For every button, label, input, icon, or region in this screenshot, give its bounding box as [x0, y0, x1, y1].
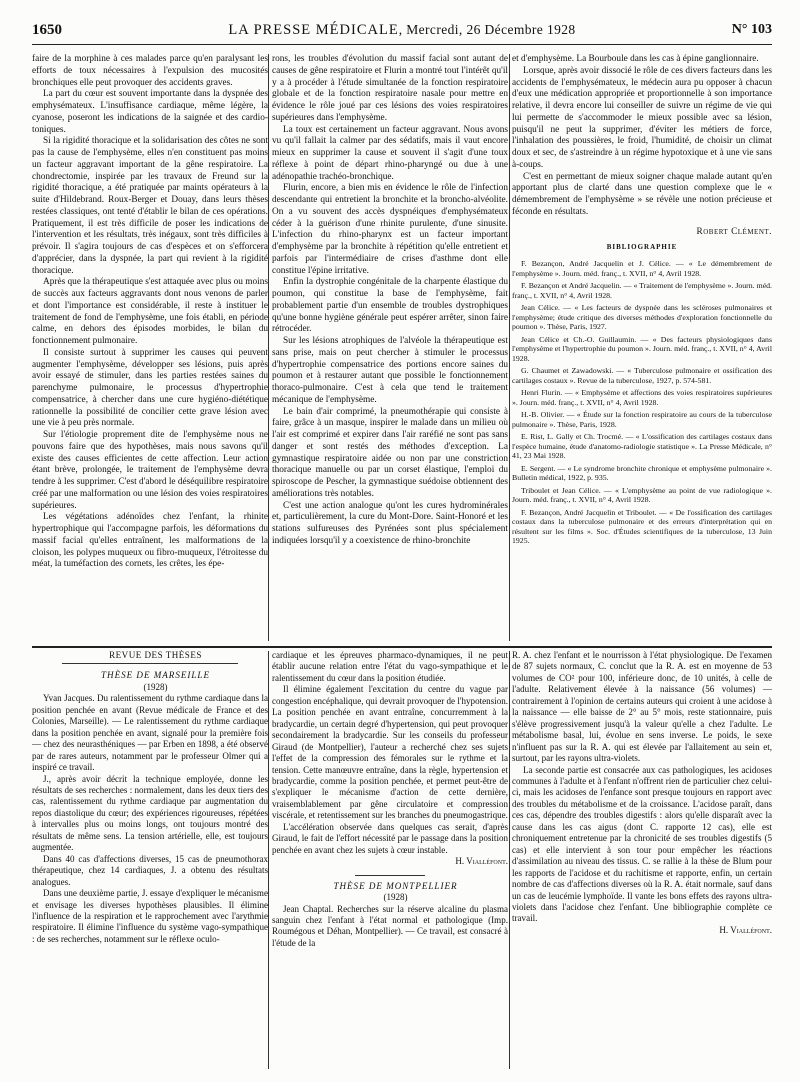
article-column-3 [512, 54, 772, 641]
section-title: REVUE DES THÈSES [109, 650, 202, 660]
paragraph: Sur les lésions atrophiques de l'alvéole la thérapeutique est sans prise, mais on peut chercher à stimuler le processus d'hypertrophie compensatrice des portions encore saines du poumon et à restaurer autant que possible le fonctionnement thoraco-pulmonaire. C'est à cela que tend le traitement mécanique de l'emphysème. [272, 336, 508, 405]
bibliography-entry: Henri Flurin. — « Emphysème et affections des voies respiratoires supérieures ». Journ. méd. franç., t. XVII, n° 4, Avril 1928. [512, 388, 772, 407]
bibliography-entry: F. Bezançon, André Jacquelin et Triboulet. — « De l'ossification des cartilages costaux dans la tuberculose pulmonaire et des erreurs d'interprétation qui en résultent sur les films ». Soc. d'Études scientifiques de la tuberculose, 13 Juin 1925. [512, 507, 772, 545]
paragraph: La seconde partie est consacrée aux cas pathologiques, les acidoses communes à l'adulte et à l'enfant n'offrent rien de particulier chez celui-ci, mais les acidoses de l'enfance sont presque toujours en rapport avec des troubles du métabolisme et de la croissance. L'acidose paraît, dans ces cas, dépendre des troubles digestifs : alors qu'elle disparaît avec la cause dans les cas aigus (dont C. rapporte 12 cas), elle est chroniquement entretenue par la chronicité de ses troubles digestifs (5 cas) et elle intervient à son tour pour empêcher les réactions d'assimilation au niveau des tissus. C. se rallie à la thèse de Blum pour les rapports de l'acidose et du rachitisme et rapporte, enfin, un certain nombre de cas d'affections diverses où la R. A. était normale, sauf dans un cas de leucémie lymphoïde. Il vante les bons effets des rayons ultra-violets dans l'acidose chez l'enfant. Une bibliographie complète ce travail. [512, 764, 772, 924]
paragraph: Après que la thérapeutique s'est attaquée avec plus ou moins de succès aux facteurs aggravants dont nous venons de parler et dont l'importance est considérable, il reste à instituer le traitement de fond de l'emphysème, une fois établi, en période calme, en dehors des épisodes morbides, le bilan du fonctionnement pulmonaire. [32, 277, 268, 346]
reviewer-signature: H. Vialléfont. [719, 924, 772, 935]
bibliography-entry: Jean Célice. — « Les facteurs de dyspnée dans les scléroses pulmonaires et l'emphysème; étude critique des diverses méthodes d'exploration fonctionnelle du poumon ». Thèse, Paris, 1927. [512, 303, 772, 331]
paragraph: rons, les troubles d'évolution du massif facial sont autant de causes de gêne respiratoire et Flurin a montré tout l'intérêt qu'il y a à procéder à l'étude simultanée de la fonction respiratoire globale et de la fonction respiratoire nasale pour mettre en évidence le rôle joué par ces lésions des voies respiratoires supérieures dans l'emphysème. [272, 54, 508, 123]
bibliography-entry: Jean Célice et Ch.-O. Guillaumin. — « Des facteurs physiologiques dans l'emphysème et l'hypertrophie du poumon ». Journ. méd. franç., t. XVII, n° 4, Avril 1928. [512, 334, 772, 363]
theses-column-3 [512, 650, 772, 1070]
paragraph: Flurin, encore, a bien mis en évidence le rôle de l'infection descendante qui entretient la bronchite et la broncho-alvéolite. On a vu souvent des accès dyspnéiques d'emphysémateux céder à la guérison d'une rhinite purulente, d'une sinusite. L'infection du rhino-pharynx est un facteur important d'emphysème par la bronchite à répétition qu'elle entretient et parfois par l'intermédiaire de crises d'asthme dont elle constitue l'épine irritative. [272, 183, 508, 276]
paragraph: La toux est certainement un facteur aggravant. Nous avons vu qu'il fallait la calmer par des sédatifs, mais il vaut encore mieux en supprimer la cause et souvent il s'agit d'une toux réflexe à point de départ rhino-pharyngé ou due à une adénopathie trachéo-bronchique. [272, 124, 508, 182]
paragraph: Il consiste surtout à supprimer les causes qui peuvent augmenter l'emphysème, développer ses lésions, puis après avoir essayé de stimuler, dans les parties restées saines du parenchyme pulmonaire, le processus d'hypertrophie compensatrice, à chercher dans une cure hygiéno-diététique rationnelle la possibilité de concilier cette grave lésion avec une vie à peu près normale. [32, 347, 268, 429]
paragraph: Dans une deuxième partie, J. essaye d'expliquer le mécanisme et envisage les diverses hypothèses plausibles. Il élimine l'influence de la respiration et le rapprochement avec l'arythmie respiratoire. Il élimine l'influence du système vago-sympathique : de ses recherches, notamment sur le réflexe oculo- [32, 888, 268, 944]
article-column-2 [272, 54, 508, 641]
section-rule [32, 646, 772, 648]
thesis-city-heading: THÈSE DE MARSEILLE [101, 670, 210, 681]
column-divider [268, 54, 269, 641]
page-header [32, 22, 772, 46]
paragraph: Le bain d'air comprimé, la pneumothérapie qui consiste à faire, grâce à un masque, inspirer le malade dans un milieu où l'air est comprimé et expirer dans l'air raréfié ne sont pas sans danger et sont restés des méthodes d'exception. La gymnastique respiratoire aidée ou non par une constriction thoracique manuelle ou par un corset élastique, l'emploi du spiroscope de Pescher, la gymnastique suédoise obtiennent des améliorations très notables. [272, 406, 508, 499]
author-signature: Robert Clément. [696, 226, 772, 237]
paragraph: La part du cœur est souvent importante dans la dyspnée des emphysémateux. L'insuffisance cardiaque, même légère, la cyanose, poseront les indications de la saignée et des cardio-toniques. [32, 89, 268, 135]
paragraph: cardiaque et les épreuves pharmaco-dynamiques, il ne peut établir aucune relation entre l'état du vago-sympathique et le ralentissement du cœur dans la position étudiée. [272, 650, 508, 683]
paragraph: Dans 40 cas d'affections diverses, 15 cas de pneumothorax thérapeutique, chez 14 cardiaques, J. a obtenu des résultats analogues. [32, 853, 268, 887]
paragraph: R. A. chez l'enfant et le nourrisson à l'état physiologique. De l'examen de 87 sujets normaux, C. conclut que la R. A. est en moyenne de 53 volumes de CO² pour 100, inférieure donc, de 10 unités, à celle de l'adulte. Relativement élevée à la naissance (56 volumes) — contrairement à l'opinion de certains auteurs qui croient à une acidose à la naissance — elle baisse de 2° au 5° mois, reste stationnaire, puis s'élève progressivement jusqu'à la valeur qu'elle a chez l'adulte. Le métabolisme basal, lui, évolue en sens inverse. Le poids, le sexe n'influent pas sur la R. A. qui est élevée par l'allaitement au sein et, surtout, par les rayons ultra-violets. [512, 650, 772, 764]
bibliography-entry: E. Sergent. — « Le syndrome bronchite chronique et emphysème pulmonaire ». Bulletin médical, 1922, p. 935. [512, 463, 772, 482]
paragraph: Enfin la dystrophie congénitale de la charpente élastique du poumon, qui constitue la base de l'emphysème, fait probablement partie d'un ensemble de troubles dystrophiques qu'une bonne hygiène générale peut espérer arrêter, sinon faire rétrocéder. [272, 277, 508, 335]
paragraph: J., après avoir décrit la technique employée, donne les résultats de ses recherches : normalement, dans les deux tiers des cas, ralentissement du rythme cardiaque par augmentation du repos diastolique du cœur; des expériences rigoureuses, répétées à intervalles plus ou moins longs, ont toujours montré des résultats de même sens. La tension artérielle, elle, est toujours augmentée. [32, 773, 268, 853]
article-column-1 [32, 54, 268, 641]
paragraph: Il élimine également l'excitation du centre du vague par congestion encéphalique, qui devrait provoquer de l'hypotension. La position penchée en avant entraîne, concurremment à la bradycardie, un certain degré d'hypertension, qui peut provoquer secondairement la bradycardie. Sur les conseils du professeur Giraud (de Montpellier), l'auteur a recherché chez ses sujets l'effet de la compression des fémorales sur le rythme et la tension. Cette manœuvre entraîne, dans la règle, hypertension et bradycardie, comme la position penchée, et permet peut-être de s'expliquer le mécanisme d'action de cette dernière, vraisemblablement par gêne circulatoire et compression viscérale, et retentissement sur les branches du pneumogastrique. [272, 684, 508, 821]
paragraph: C'est une action analogue qu'ont les cures hydrominérales et, particulièrement, la cure du Mont-Dore. Saint-Honoré et les stations sulfureuses des Pyrénées sont plus spécialement indiquées lorsqu'il y a coexistence de rhino-bronchite [272, 500, 508, 546]
issue-number: N° 103 [731, 22, 772, 37]
page-number: 1650 [32, 22, 62, 38]
column-divider [509, 54, 510, 641]
title-underline [62, 663, 238, 664]
paragraph: C'est en permettant de mieux soigner chaque malade autant qu'en apportant plus de clarté dans une question complexe que le « démembrement de l'emphysème » se révèle une notion précieuse et féconde en résultats. [512, 171, 772, 217]
running-title [32, 22, 772, 39]
theses-column-2 [272, 650, 508, 1070]
column-divider [509, 651, 510, 1069]
publication-name: LA PRESSE MÉDICALE [228, 22, 399, 38]
paragraph: Yvan Jacques. Du ralentissement du rythme cardiaque dans la position penchée en avant (Revue médicale de France et des Colonies, Marseille). — Le ralentissement du rythme cardiaque dans la position penchée en avant, signalé pour la première fois — chez des neurasthéniques — par Erben en 1898, a été observé par de rares auteurs, notamment par le professeur Olmer qui a inspiré ce travail. [32, 693, 268, 773]
thesis-year: (1928) [143, 681, 168, 692]
thesis-year: (1928) [383, 892, 408, 903]
reviewer-signature: H. Vialléfont. [455, 856, 508, 867]
column-divider [268, 651, 269, 1069]
paragraph: Jean Chaptal. Recherches sur la réserve alcaline du plasma sanguin chez l'enfant à l'état normal et pathologique (Imp. Roumégous et Déhan, Montpellier). — Ce travail, est consacré à l'étude de la [272, 903, 508, 948]
header-rule [32, 44, 772, 45]
paragraph: Si la rigidité thoracique et la solidarisation des côtes ne sont pas la cause de l'emphysème, elles n'en constituent pas moins un facteur aggravant important de la gêne respiratoire. La chondrectomie, inspirée par les travaux de Freund sur la rigidité thoracique, a été pratiquée par maints opérateurs à la suite d'Hildebrand. Roux-Berger et Douay, dans leurs thèses restées classiques, ont tenté d'établir le bilan de ces opérations. Pratiquement, il est très difficile de poser les indications de l'intervention et les résultats, très inégaux, sont très difficiles à prévoir. Il s'agira toujours de cas d'espèces et on s'efforcera d'apprécier, dans la dyspnée, la part qui revient à la rigidité thoracique. [32, 136, 268, 276]
paragraph: et d'emphysème. La Bourboule dans les cas à épine ganglionnaire. [512, 54, 759, 64]
thesis-city-heading: THÈSE DE MONTPELLIER [333, 880, 458, 891]
bibliography-entry: F. Bezançon, André Jacquelin et J. Célice. — « Le démembrement de l'emphysème ». Journ. méd. franç., t. XVII, n° 4, Avril 1928. [512, 259, 772, 278]
theses-column-1 [32, 650, 268, 1070]
paragraph: faire de la morphine à ces malades parce qu'en paralysant les efforts de toux nécessaires à l'expulsion des mucosités bronchiques elle peut provoquer des accidents graves. [32, 54, 268, 88]
bibliography-heading: BIBLIOGRAPHIE [606, 243, 678, 252]
issue-date: , Mercredi, 26 Décembre 1928 [398, 22, 576, 37]
separator-rule [355, 875, 425, 876]
bibliography-entry: E. Rist, L. Gally et Ch. Trocmé. — « L'ossification des cartilages costaux dans l'espèce humaine, étude d'anatomo-radiologie statistique ». La Presse Médicale, n° 41, 23 Mai 1928. [512, 432, 772, 460]
paragraph: L'accélération observée dans quelques cas serait, d'après Giraud, le fait de l'effort nécessité par le passage dans la position penchée en avant chez les sujets à cœur instable. [272, 821, 508, 855]
paragraph: Lorsque, après avoir dissocié le rôle de ces divers facteurs dans les accidents de l'emphysémateux, le médecin aura pu opposer à chacun d'eux une médication appropriée et proportionnelle à son importance relative, il devra encore lui conseiller de suivre un régime de vie qui lui permette de s'accommoder le mieux possible avec sa lésion, puisqu'il ne peut la supprimer, d'éviter les métiers de force, l'inhalation des poussières, le froid, l'humidité, de choisir un climat doux et sec, de s'astreindre à un régime hypotoxique et à une vie sans à-coups. [512, 65, 772, 170]
paragraph: Sur l'étiologie proprement dite de l'emphysème nous ne pouvons faire que des hypothèses, mais nous savons qu'il existe des causes efficientes de cette affection. Leur action étant brève, prolongée, le traitement de l'emphysème devra tendre à les supprimer. C'est d'abord le déséquilibre respiratoire créé par une malformation ou une lésion des voies respiratoires supérieures. [32, 430, 268, 511]
bibliography-entry: G. Chaumet et Zawadowski. — « Tuberculose pulmonaire et ossification des cartilages costaux ». Revue de la tuberculose, 1927, p. 574-581. [512, 366, 772, 385]
bibliography-entry: F. Bezançon et André Jacquelin. — « Traitement de l'emphysème ». Journ. méd. franç., t. XVII, n° 4, Avril 1928. [512, 281, 772, 300]
paragraph: Les végétations adénoïdes chez l'enfant, la rhinite hypertrophique qui l'accompagne parfois, les déformations du massif facial qu'elles entraînent, les malformations de la cloison, les polypes muqueux ou fibro-muqueux, l'étroitesse du méat, la tuméfaction des cornets, les crêtes, les épe- [32, 512, 268, 570]
bibliography-entry: H.-B. Olivier. — « Étude sur la fonction respiratoire au cours de la tuberculose pulmonaire ». Thèse, Paris, 1928. [512, 410, 772, 429]
bibliography-entry: Triboulet et Jean Célice. — « L'emphysème au point de vue radiologique ». Journ. méd. franç., t. XVII, n° 4, Avril 1928. [512, 485, 772, 504]
